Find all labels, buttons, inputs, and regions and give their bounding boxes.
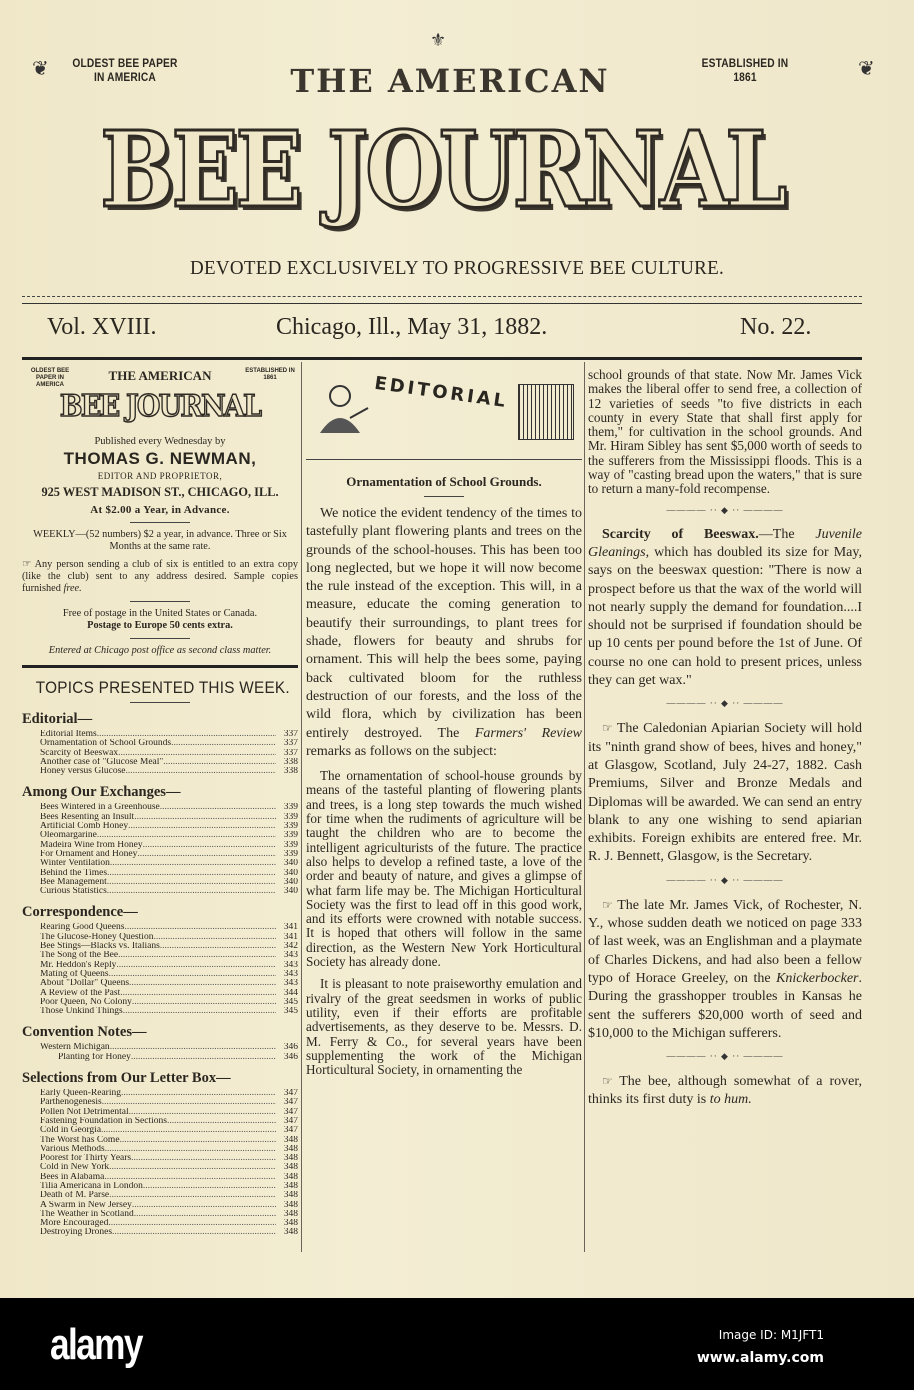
toc-section-heading: Convention Notes— — [22, 1024, 147, 1041]
editor-figure-icon — [310, 378, 370, 438]
dot-leader — [109, 1191, 276, 1200]
toc-page-number: 348 — [283, 1228, 298, 1238]
toc-entry-title: More Encouraged — [40, 1219, 109, 1229]
editorial-word: EDITORIAL — [373, 372, 510, 413]
thick-divider — [22, 665, 298, 668]
masthead-subtitle: DEVOTED EXCLUSIVELY TO PROGRESSIVE BEE CULTURE. — [189, 257, 724, 279]
postage-note: Free of postage in the United States or Canada. — [62, 608, 258, 619]
publisher-address: 925 WEST MADISON ST., CHICAGO, ILL. — [41, 484, 279, 499]
dot-leader — [160, 942, 276, 951]
toc-entry-title: Planting for Honey — [58, 1052, 131, 1062]
toc-entry-title: Bee Stings—Blacks vs. Italians — [40, 942, 160, 952]
toc-entry — [22, 1191, 298, 1200]
publisher-role: EDITOR AND PROPRIETOR, — [97, 471, 223, 481]
toc-page-number: 339 — [283, 849, 298, 859]
toc-page-number: 343 — [283, 960, 298, 970]
toc-entry-title: Destroying Drones — [40, 1228, 113, 1238]
toc-entry-title: Mr. Heddon's Reply — [40, 960, 117, 970]
text: The bee, although somewhat of a rover, thinks its first duty is — [588, 1074, 862, 1108]
toc-entry-title: Behind the Times — [40, 868, 108, 878]
toc-entry — [22, 1043, 298, 1052]
toc-entry — [22, 1108, 298, 1117]
toc-entry-title: Fastening Foundation in Sections — [40, 1116, 167, 1126]
pointing-hand-icon: ☞ — [602, 721, 617, 736]
text: , which has doubled its size for May, says on the beeswax question: "There is now a prospect before us that the wax of the world will not nearly supply the demand for foundation....I should not be surprised if foundation should be up 10 cents per pound before the 1st of June. Of course no one can hold to present prices, unless they can get wax." — [588, 544, 862, 689]
established-tag: ESTABLISHED IN 1861 — [701, 56, 789, 84]
europe-postage: Postage to Europe 50 cents extra. — [87, 620, 233, 631]
paragraph — [306, 505, 582, 761]
dot-leader — [143, 1182, 276, 1191]
toc-page-number: 339 — [283, 831, 298, 841]
dot-leader — [132, 1201, 276, 1210]
dot-leader — [118, 951, 276, 960]
publication-name: Juvenile Gleanings — [588, 526, 862, 560]
dot-leader — [163, 758, 276, 767]
mini-tag-right: ESTABLISHED IN 1861 — [245, 368, 295, 381]
toc-page-number: 348 — [283, 1154, 298, 1164]
pointing-hand-icon: ☞ — [602, 897, 618, 912]
toc-page-number: 343 — [283, 951, 298, 961]
toc-entry-title: The Worst has Come — [40, 1135, 120, 1145]
dot-leader — [132, 998, 276, 1007]
ornamental-divider — [588, 875, 862, 886]
toc-entry — [22, 749, 298, 758]
article-continued — [588, 368, 862, 497]
toc-entry — [22, 1228, 298, 1237]
dot-leader — [120, 989, 276, 998]
toc-entry-title: Editorial Items — [40, 730, 97, 739]
ornamental-divider — [588, 698, 862, 709]
toc-entry — [22, 1173, 298, 1182]
toc-page-number: 347 — [283, 1126, 298, 1136]
toc-entry-title: Early Queen-Rearing — [40, 1089, 121, 1099]
bee-item — [588, 1072, 862, 1110]
toc-page-number: 340 — [283, 877, 298, 887]
dot-leader — [107, 887, 276, 896]
toc-entry — [22, 923, 298, 932]
vick-item — [588, 896, 862, 1043]
toc-entry — [22, 1098, 298, 1107]
toc-entry-title: A Swarm in New Jersey — [40, 1200, 132, 1210]
toc-entry-title: Those Unkind Things — [40, 1007, 123, 1017]
toc-page-number: 337 — [283, 739, 298, 749]
image-id: Image ID: M1JFT1 — [718, 1328, 824, 1342]
dot-leader — [116, 961, 276, 970]
masthead-the-american: THE AMERICAN — [290, 62, 610, 100]
text: The Caledonian Apiarian Society will hold its "ninth grand show of bees, hives and honey," at Glasgow, Scotland, July 24-27, 1882. Cash Premiums, Silver and Bronze Medals and Diplomas will be awarded. We can send an entry blank to any one wishing to send apiarian exhibits. Foreign exhibits are entered free. Mr. R. J. Bennett, Glasgow, is the Secretary. — [588, 721, 862, 865]
dot-leader — [112, 1228, 276, 1237]
toc-entry — [22, 878, 298, 887]
toc-entry — [22, 859, 298, 868]
toc-entry — [22, 1117, 298, 1126]
toc-entry-title: Western Michigan — [40, 1043, 110, 1053]
toc-entry-title: Another case of "Glucose Meal" — [40, 757, 164, 767]
toc-page-number: 348 — [283, 1219, 298, 1229]
toc-entry-title: Death of M. Parse — [40, 1191, 110, 1201]
dot-leader — [120, 1136, 276, 1145]
toc-entry — [22, 767, 298, 776]
toc-entry — [22, 1136, 298, 1145]
toc-page-number: 337 — [283, 730, 298, 739]
masthead-title: BEE JOURNAL — [100, 108, 784, 231]
toc-entry — [22, 979, 298, 988]
article-body — [306, 505, 582, 761]
toc-entry-title: Artificial Comb Honey — [40, 822, 129, 832]
divider — [22, 303, 862, 304]
toc-page-number: 343 — [283, 969, 298, 979]
toc-entry-title: Poor Queen, No Colony — [40, 997, 132, 1007]
toc-entry-title: Bee Management — [40, 877, 107, 887]
quoted-passage — [306, 769, 582, 1077]
ornamental-divider — [588, 505, 862, 516]
toc-entry — [22, 739, 298, 748]
toc-entry-title: Curious Statistics — [40, 887, 107, 897]
toc-page-number: 343 — [283, 979, 298, 989]
toc-entry-title: The Weather in Scotland — [40, 1209, 134, 1219]
thick-divider — [22, 357, 862, 360]
club-offer-text: ☞ Any person sending a club of six is entitled to an extra copy (like the club) sent to any address desired. Sample copies furnished — [22, 559, 298, 594]
publication-name: Knickerbocker — [776, 970, 859, 986]
publication-name: Farmers' Review — [474, 725, 583, 741]
toc-entry-title: Pollen Not Detrimental — [40, 1107, 129, 1117]
club-offer-free: free. — [63, 583, 82, 594]
dot-leader — [137, 850, 276, 859]
dot-leader — [109, 1163, 276, 1172]
dot-leader — [110, 1043, 276, 1052]
toc-page-number: 347 — [283, 1098, 298, 1108]
toc-entry — [22, 1007, 298, 1016]
toc-entry — [22, 1182, 298, 1191]
toc-entry-title: The Song of the Bee — [40, 951, 119, 961]
text: We notice the evident tendency of the times to tastefully plant flowering plants and trees on the grounds of the school-houses. This has been too long neglected, but we hope it will now become the rule instead of the exception. This will, in a measure, educate the coming generation to beautify their surroundings, to plant trees for shade, flowers for beauty and shrubs for ornament. This will help the bees some, paying back cultivated bloom for the ruthless destruction of our forests, and the loss of the wild flora, which by civilization has been entirely destroyed. The — [306, 506, 582, 741]
toc-entry — [22, 841, 298, 850]
dot-leader — [124, 923, 276, 932]
toc-page-number: 339 — [283, 803, 298, 813]
toc-entry-title: Parthenogenesis — [40, 1098, 102, 1108]
toc-page-number: 348 — [283, 1172, 298, 1182]
dot-leader — [143, 841, 276, 850]
toc-entry — [22, 869, 298, 878]
right-column — [588, 368, 862, 1110]
toc-entry-title: Mating of Queens — [40, 969, 109, 979]
toc-page-number: 338 — [283, 757, 298, 767]
club-offer — [22, 559, 298, 595]
toc-entry-title: Rearing Good Queens — [40, 923, 125, 933]
alamy-logo: alamy — [50, 1320, 142, 1369]
toc-entry — [22, 730, 298, 739]
text: —The — [758, 526, 816, 542]
weekly-terms: WEEKLY—(52 numbers) $2 a year, in advance. Three or Six Months at the same rate. — [33, 529, 287, 552]
ornamental-divider — [588, 1051, 862, 1062]
toc-page-number: 347 — [283, 1116, 298, 1126]
toc-entry — [22, 822, 298, 831]
pointing-hand-icon: ☞ — [602, 1074, 620, 1089]
dot-leader — [153, 933, 276, 942]
dot-leader — [167, 1117, 276, 1126]
toc-entry-title: About "Dollar" Queens — [40, 979, 130, 989]
toc-page-number: 348 — [283, 1200, 298, 1210]
toc-entry-title: Honey versus Glucose — [40, 767, 126, 777]
scroll-ornament-icon: ❦ — [32, 58, 49, 80]
table-of-contents — [22, 711, 298, 1238]
toc-section-heading: Selections from Our Letter Box— — [22, 1070, 231, 1087]
divider — [130, 522, 190, 523]
toc-page-number: 340 — [283, 868, 298, 878]
publisher-name: THOMAS G. NEWMAN, — [63, 449, 257, 468]
text: remarks as follows on the subject: — [306, 743, 497, 759]
toc-entry-title: Poorest for Thirty Years — [40, 1154, 132, 1164]
text: The late Mr. James Vick, of Rochester, N. Y., whose sudden death we noticed on page 333 of last week, was an Englishman and a playmate of Charles Dickens, and had also been a fellow typo of Horace Greeley, on the — [588, 897, 862, 986]
toc-entry — [22, 998, 298, 1007]
dot-leader — [131, 1053, 276, 1062]
dot-leader — [105, 1145, 276, 1154]
toc-page-number: 339 — [283, 812, 298, 822]
toc-entry-title: For Ornament and Honey — [40, 849, 138, 859]
paragraph: school grounds of that state. Now Mr. James Vick makes the liberal offer to send free, a collection of 12 varieties of seeds "to five districts in each county in every State that shall first apply for them," for cultivation in the school grounds. And Mr. Hiram Sibley has sent $5,000 worth of seeds to the sufferers from the Mississippi floods. This is a way of "casting bread upon the waters," that is sure to return a many-fold recompense. — [588, 367, 862, 497]
dot-leader — [125, 767, 276, 776]
toc-entry-title: Winter Ventilation — [40, 859, 110, 869]
toc-entry — [22, 942, 298, 951]
toc-page-number: 345 — [283, 1007, 298, 1017]
alamy-url[interactable]: www.alamy.com — [696, 1350, 824, 1366]
volume-number: Vol. XVIII. — [47, 314, 157, 340]
toc-page-number: 340 — [283, 887, 298, 897]
toc-page-number: 340 — [283, 859, 298, 869]
toc-page-number: 345 — [283, 997, 298, 1007]
toc-entry — [22, 813, 298, 822]
dot-leader — [171, 739, 276, 748]
toc-entry — [22, 989, 298, 998]
mini-masthead — [22, 368, 298, 430]
topics-title: TOPICS PRESENTED THIS WEEK. — [35, 678, 290, 697]
issue-number: No. 22. — [740, 314, 812, 340]
middle-column — [306, 368, 582, 1077]
toc-entry-title: Madeira Wine from Honey — [40, 840, 143, 850]
toc-entry-title: A Review of the Past — [40, 988, 121, 998]
paragraph: The ornamentation of school-house grounds by means of the tasteful planting of flowering plants and trees, is a long step towards the much wished for time when the rudiments of agriculture will be taught the children who are to become the intelligent agriculturists of the future. The practice also helps to develop a refined taste, a love of the order and beauty of nature, and gives a glimpse of what farm life may be. The Michigan Horticultural Society was the first to lead off in this good work, and its efforts were crowned with notable success. It is hoped that others will follow in the same direction, as the Western New York Horticultural Society has already done. — [306, 768, 582, 970]
divider — [130, 638, 190, 639]
toc-page-number: 344 — [283, 988, 298, 998]
dot-leader — [101, 1126, 276, 1135]
toc-entry — [22, 1154, 298, 1163]
toc-entry-title: Bees Resenting an Insult — [40, 812, 135, 822]
toc-entry-title: Various Methods — [40, 1144, 105, 1154]
toc-entry — [22, 1126, 298, 1135]
wavy-divider — [22, 296, 862, 302]
toc-page-number: 346 — [283, 1052, 298, 1062]
mini-tag-left: OLDEST BEE PAPER IN AMERICA — [30, 368, 70, 388]
toc-page-number: 347 — [283, 1107, 298, 1117]
toc-page-number: 339 — [283, 840, 298, 850]
toc-page-number: 348 — [283, 1163, 298, 1173]
paragraph: It is pleasant to note praiseworthy emulation and rivalry of the great seedsmen in works of public utility, even if their efforts are profitable advertisements, as they deserve to be. Messrs. D. M. Ferry & Co., for several years have been supplementing the work of the Michigan Horticultural Society, in ornamenting the — [306, 976, 582, 1078]
scroll-ornament-icon: ❦ — [858, 58, 875, 80]
toc-entry — [22, 970, 298, 979]
dot-leader — [107, 878, 276, 887]
toc-entry-title: Ornamentation of School Grounds — [40, 739, 172, 749]
dot-leader — [131, 1154, 276, 1163]
toc-section-heading: Correspondence— — [22, 904, 138, 921]
bookshelf-icon — [518, 384, 574, 440]
published-line: Published every Wednesday by — [94, 436, 226, 447]
toc-page-number: 348 — [283, 1191, 298, 1201]
toc-page-number: 341 — [283, 932, 298, 942]
toc-entry-title: Tilia Americana in London — [40, 1181, 143, 1191]
toc-page-number: 348 — [283, 1144, 298, 1154]
toc-entry-title: Bees in Alabama — [40, 1172, 105, 1182]
toc-page-number: 339 — [283, 822, 298, 832]
toc-entry — [22, 1219, 298, 1228]
toc-page-number: 338 — [283, 767, 298, 777]
dot-leader — [129, 979, 276, 988]
toc-page-number: 348 — [283, 1209, 298, 1219]
dot-leader — [129, 1108, 276, 1117]
toc-page-number: 346 — [283, 1043, 298, 1053]
divider — [130, 601, 190, 602]
column-rule — [301, 362, 302, 1252]
oldest-bee-paper-tag: OLDEST BEE PAPER IN AMERICA — [72, 56, 178, 84]
mini-masthead-top: THE AMERICAN — [108, 368, 212, 383]
toc-entry — [22, 1201, 298, 1210]
toc-entry-title: The Glucose-Honey Question — [40, 932, 154, 942]
divider — [130, 702, 190, 703]
toc-entry-title: Bees Wintered in a Greenhouse — [40, 803, 160, 813]
dot-leader — [134, 813, 276, 822]
dot-leader — [128, 822, 276, 831]
toc-entry — [22, 951, 298, 960]
column-rule — [584, 362, 585, 1252]
dot-leader — [104, 1173, 276, 1182]
editorial-banner — [306, 368, 582, 460]
dot-leader — [107, 869, 276, 878]
dot-leader — [102, 1098, 276, 1107]
left-column — [22, 368, 298, 1238]
toc-page-number: 342 — [283, 942, 298, 952]
divider — [424, 496, 464, 497]
dot-leader — [109, 970, 276, 979]
toc-entry — [22, 1145, 298, 1154]
toc-entry — [22, 803, 298, 812]
mini-masthead-title: BEE JOURNAL — [59, 389, 261, 424]
toc-section-heading: Editorial— — [22, 711, 93, 727]
entry-note: Entered at Chicago post office as second class matter. — [48, 645, 272, 656]
dot-leader — [110, 859, 276, 868]
toc-entry — [22, 887, 298, 896]
dot-leader — [97, 730, 276, 739]
toc-entry — [22, 758, 298, 767]
dot-leader — [108, 1219, 276, 1228]
text-italic: to hum. — [709, 1092, 752, 1108]
toc-entry-title: Scarcity of Beeswax — [40, 748, 119, 758]
toc-entry-title: Cold in Georgia — [40, 1126, 102, 1136]
caledonian-item — [588, 719, 862, 866]
toc-entry — [22, 961, 298, 970]
toc-section-heading: Among Our Exchanges— — [22, 784, 181, 801]
watermark-bar — [0, 1298, 914, 1390]
subscription-price: At $2.00 a Year, in Advance. — [90, 504, 230, 516]
text: . During the grasshopper troubles in Kansas he sent the sufferers $20,000 worth of seed and $10,000 to the Michigan sufferers. — [588, 970, 862, 1041]
dot-leader — [134, 1210, 276, 1219]
dateline: Chicago, Ill., May 31, 1882. — [276, 314, 548, 340]
dot-leader — [97, 831, 276, 840]
toc-page-number: 347 — [283, 1089, 298, 1099]
toc-page-number: 348 — [283, 1181, 298, 1191]
article-heading: Ornamentation of School Grounds. — [346, 474, 542, 489]
fleuron-icon: ⚜ — [430, 30, 447, 50]
toc-entry-title: Oleomargarine — [40, 831, 97, 841]
dot-leader — [121, 1089, 276, 1098]
toc-entry — [22, 831, 298, 840]
toc-entry — [22, 933, 298, 942]
toc-entry — [22, 850, 298, 859]
toc-page-number: 337 — [283, 748, 298, 758]
toc-entry — [22, 1053, 298, 1062]
toc-entry-title: Cold in New York — [40, 1163, 110, 1173]
dot-leader — [118, 749, 276, 758]
toc-entry — [22, 1163, 298, 1172]
dot-leader — [123, 1007, 276, 1016]
item-heading: Scarcity of Beeswax. — [602, 526, 759, 542]
toc-page-number: 341 — [283, 923, 298, 933]
beeswax-item — [588, 526, 862, 691]
toc-page-number: 348 — [283, 1135, 298, 1145]
dot-leader — [160, 803, 276, 812]
toc-entry — [22, 1210, 298, 1219]
toc-entry — [22, 1089, 298, 1098]
